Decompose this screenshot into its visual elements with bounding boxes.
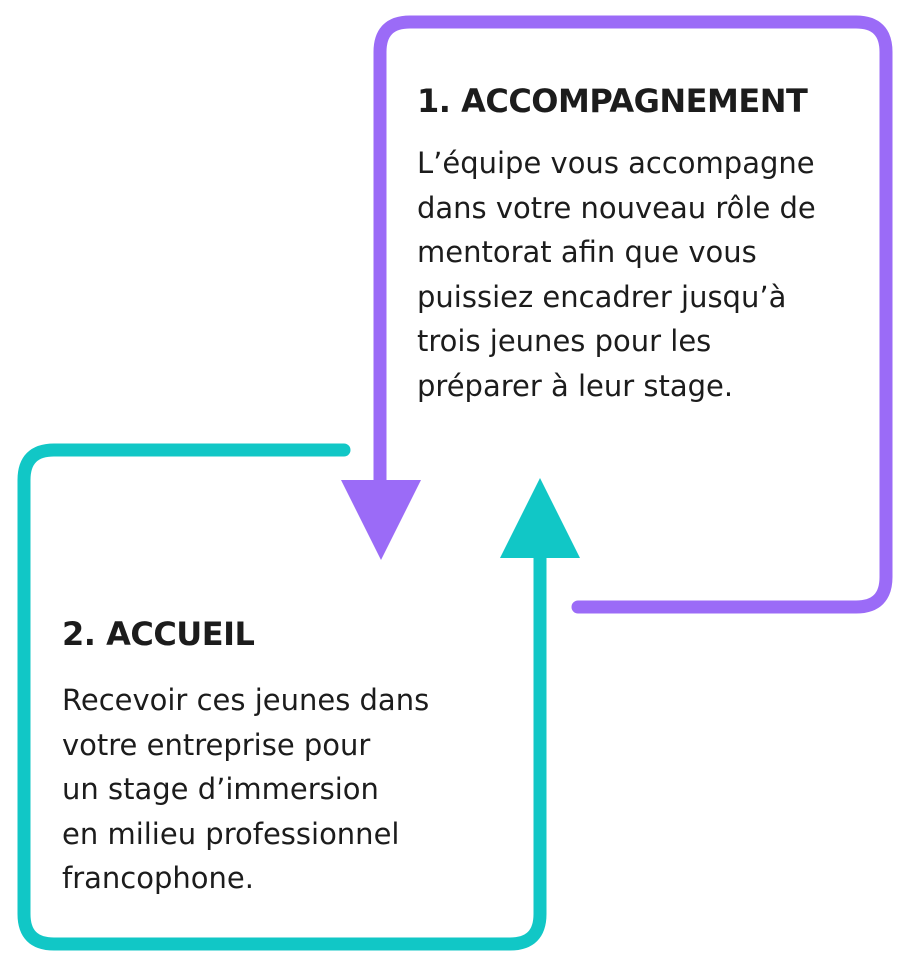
purple-down-arrow-icon [341,480,421,560]
step-2-accueil [62,617,502,901]
step-1-accompagnement [417,84,887,408]
step-1-title: 1. ACCOMPAGNEMENT [417,82,808,120]
step-2-title: 2. ACCUEIL [62,615,255,653]
step-2-description: Recevoir ces jeunes dans votre entreprise pour un stage d’immersion en milieu professionnel francophone. [62,683,430,896]
step-1-description: L’équipe vous accompagne dans votre nouveau rôle de mentorat afin que vous puissiez encadrer jusqu’à trois jeunes pour les préparer à leur stage. [417,146,816,403]
teal-up-arrow-icon [500,478,580,558]
